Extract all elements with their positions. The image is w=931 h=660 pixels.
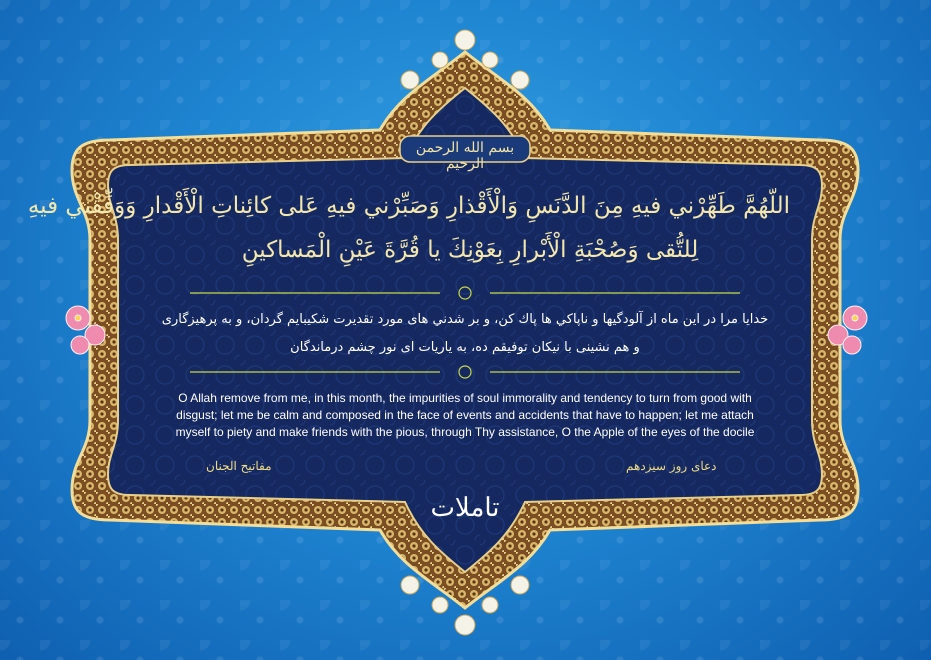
bismillah: بسم الله الرحمن الرحيم bbox=[415, 140, 515, 172]
english-line-1: O Allah remove from me, in this month, the impurities of soul immorality and tendency to turn from good with bbox=[178, 391, 752, 405]
persian-line-1: خدايا مرا در اين ماه از آلودگيها و ناپاكي ها پاك كن، و بر شدني هاى مورد تقديرت شكيبايم گردان، و به پرهيزگارى bbox=[161, 312, 769, 327]
logo bbox=[425, 476, 505, 534]
source-label: مفاتيح الجنان bbox=[206, 459, 272, 473]
title-label: دعای روز سیزدهم bbox=[626, 459, 717, 473]
arabic-line-2: لِلتُّقى وَصُحْبَةِ الْأَبْرارِ بِعَوْنِكَ يا قُرَّةَ عَيْنِ الْمَساكينِ bbox=[241, 237, 699, 263]
arabic-line-1: اللّهُمَّ طَهِّرْني فيهِ مِنَ الدَّنَسِ وَالْأَقْذارِ وَصَبِّرْني فيهِ عَلى كائِناتِ الْأَقْدارِ وَوَفِّقْني فيهِ bbox=[27, 193, 790, 219]
english-line-2: disgust; let me be calm and composed in the face of events and accidents that have to happen; let me attach bbox=[176, 408, 754, 422]
logo-text: تاملات bbox=[430, 493, 500, 523]
english-translation bbox=[140, 390, 790, 441]
persian-line-2: و هم نشينى با نيكان توفيقم ده، به ياريات اى نور چشم درماندگان bbox=[290, 340, 640, 355]
english-line-3: myself to piety and make friends with the pious, through Thy assistance, O the Apple of the eyes of the docile bbox=[175, 425, 755, 439]
